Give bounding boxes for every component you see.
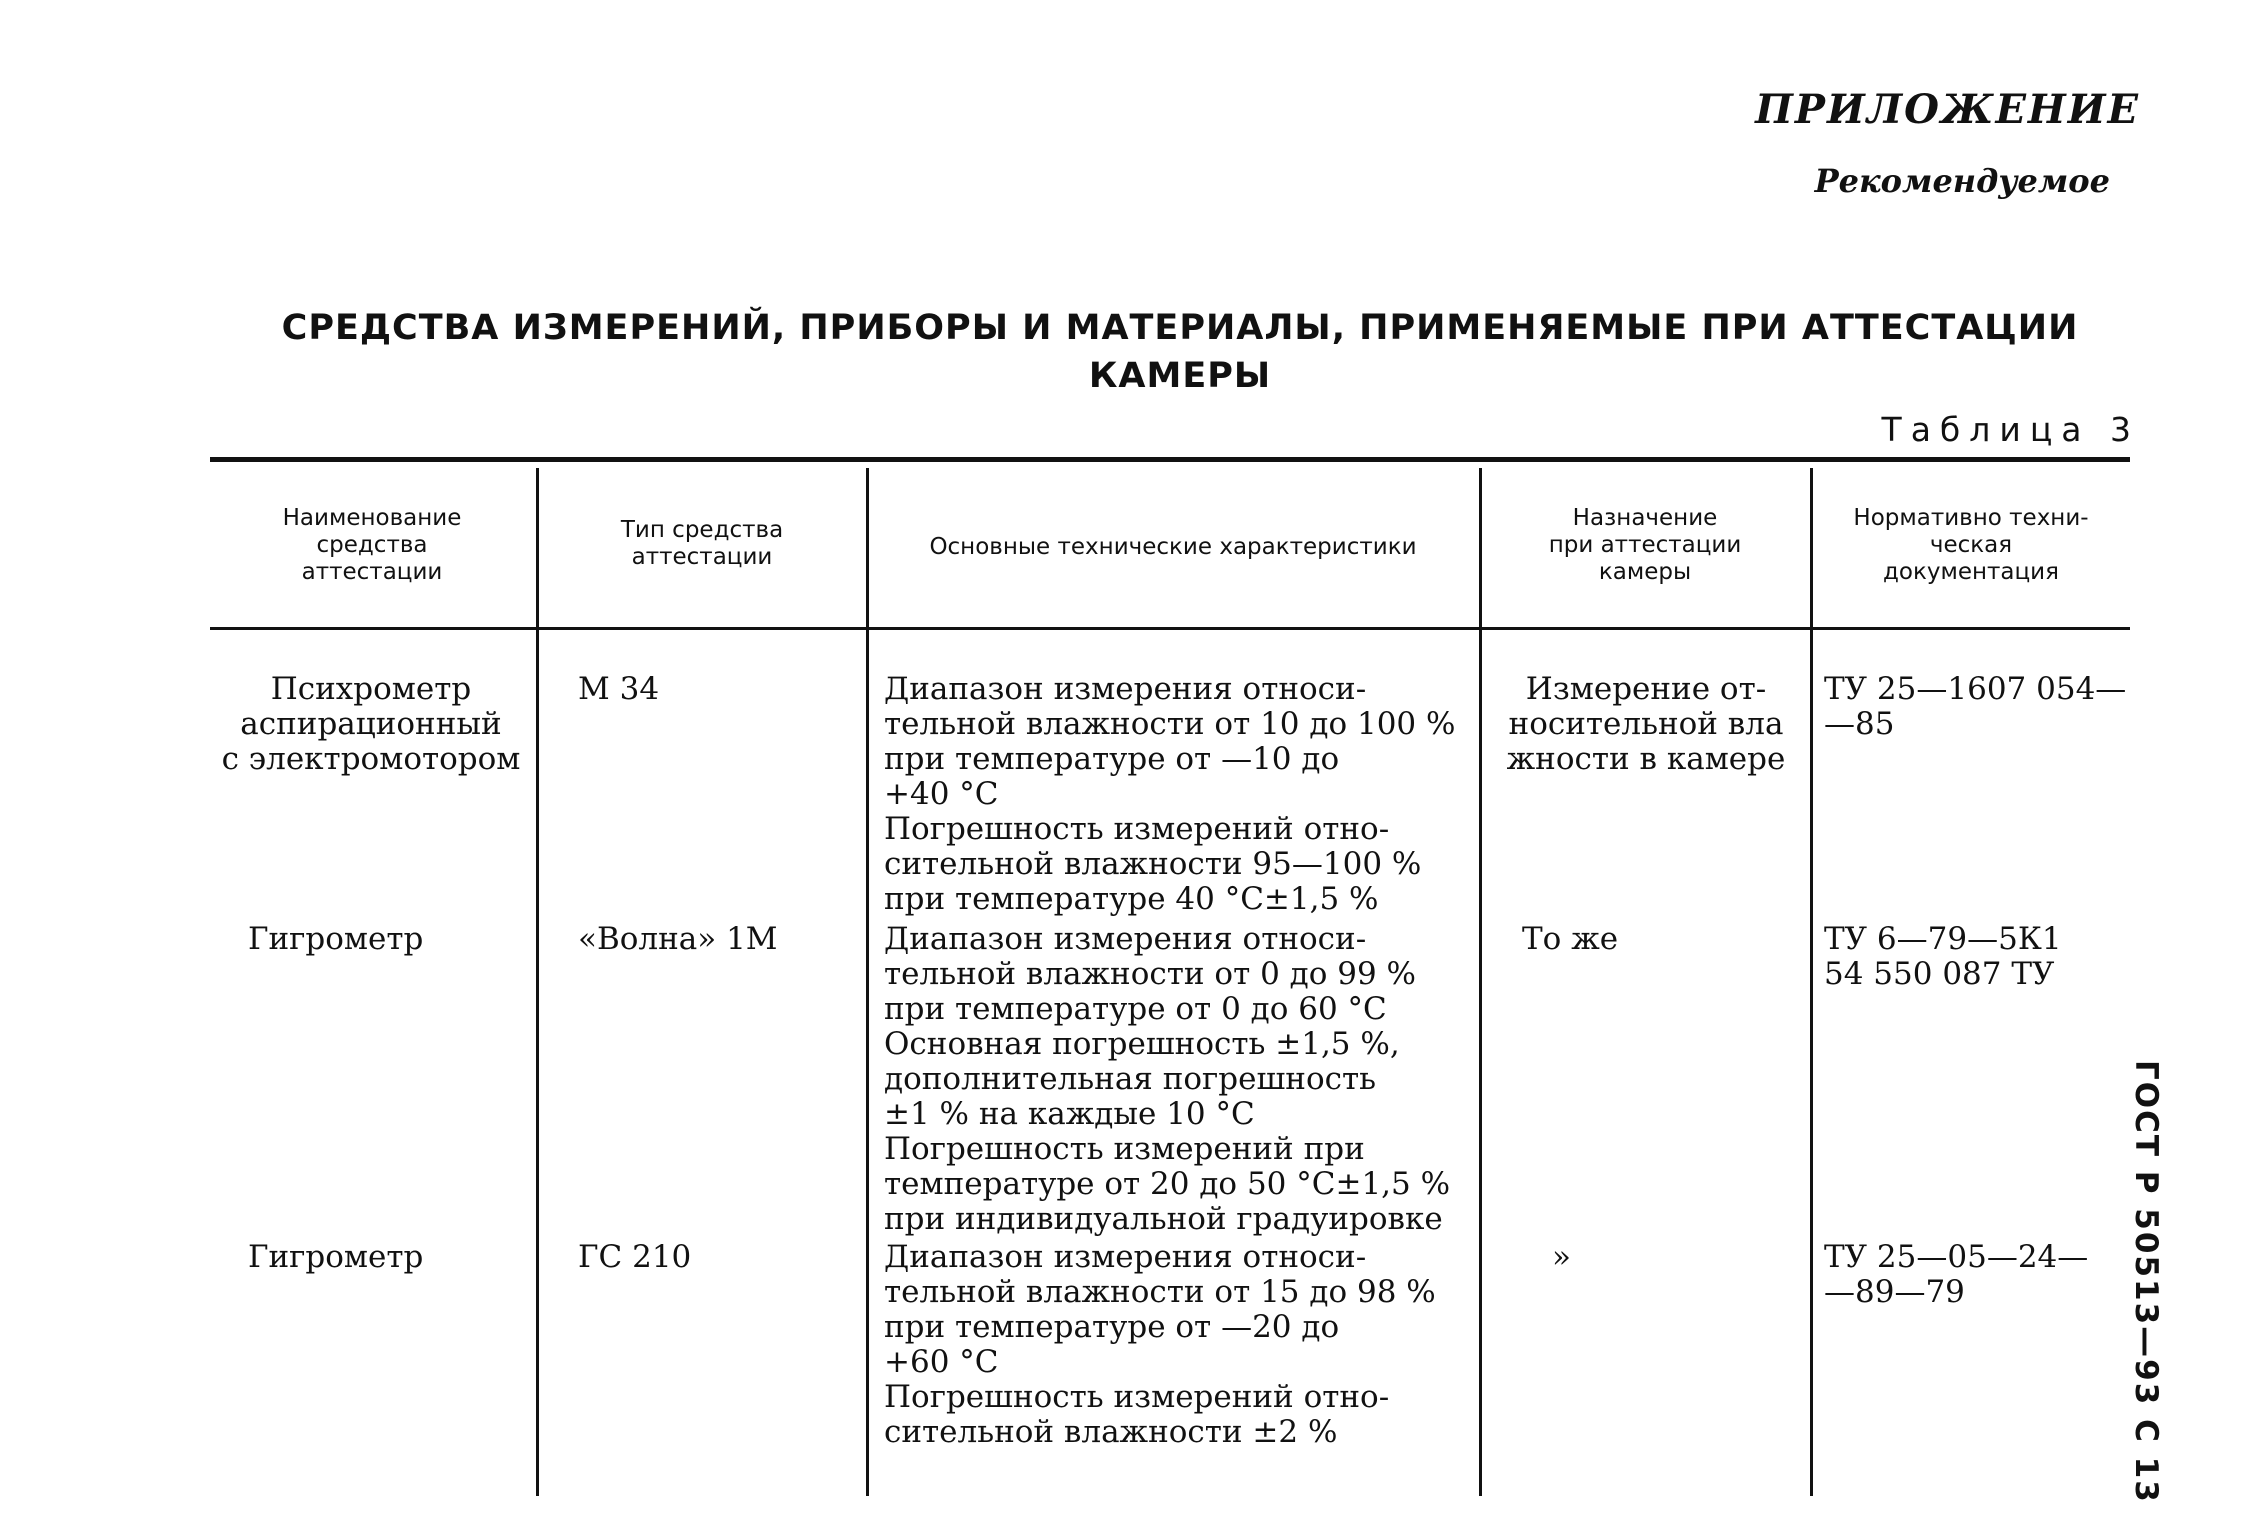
- column-divider: [536, 468, 539, 1496]
- column-header-docs: Нормативно техни- ческая документация: [1853, 505, 2089, 585]
- column-header-type: Тип средства аттестации: [620, 517, 784, 570]
- cell-type: ГС 210: [578, 1239, 692, 1275]
- cell-characteristics: Диапазон измерения относи- тельной влажности от 10 до 100 % при температуре от —10 до +40 °С Погрешность измерений отно- сительной влажности 95—100 % при температуре 40 °С±1,5 %: [884, 671, 1456, 917]
- column-header-characteristics: Основные технические характеристики: [929, 534, 1417, 560]
- cell-name: Гигрометр: [248, 921, 424, 957]
- table-number: Таблица 3: [1881, 410, 2140, 449]
- side-standard-label: ГОСТ Р 50513—93 С 13: [2128, 1060, 2164, 1504]
- recommended-label: Рекомендуемое: [1814, 162, 2110, 200]
- column-header-name: Наименование средства аттестации: [282, 505, 462, 585]
- column-divider: [866, 468, 869, 1496]
- appendix-label: ПРИЛОЖЕНИЕ: [1755, 86, 2140, 133]
- cell-docs: ТУ 25—05—24— —89—79: [1824, 1239, 2089, 1310]
- cell-name: Гигрометр: [248, 1239, 424, 1275]
- cell-purpose: То же: [1522, 921, 1619, 957]
- cell-characteristics: Диапазон измерения относи- тельной влажности от 0 до 99 % при температуре от 0 до 60 °С Основная погрешность ±1,5 %, дополнительная погрешность ±1 % на каждые 10 °С Погрешность измерений при температуре от 20 до 50 °С±1,5 % при индивидуальной градуировке: [884, 921, 1451, 1237]
- cell-characteristics: Диапазон измерения относи- тельной влажности от 15 до 98 % при температуре от —20 до +60 °С Погрешность измерений отно- сительной влажности ±2 %: [884, 1239, 1436, 1450]
- column-divider: [1479, 468, 1482, 1496]
- cell-type: «Волна» 1М: [578, 921, 778, 957]
- column-header-purpose: Назначение при аттестации камеры: [1548, 505, 1742, 585]
- cell-purpose: Измерение от- носительной вла жности в камере: [1506, 671, 1786, 777]
- cell-docs: ТУ 25—1607 054— —85: [1824, 671, 2127, 742]
- header-bottom-rule: [210, 627, 2130, 630]
- page-title: СРЕДСТВА ИЗМЕРЕНИЙ, ПРИБОРЫ И МАТЕРИАЛЫ, ПРИМЕНЯЕМЫЕ ПРИ АТТЕСТАЦИИ КАМЕРЫ: [281, 308, 2079, 396]
- column-divider: [1810, 468, 1813, 1496]
- cell-type: М 34: [578, 671, 660, 707]
- cell-purpose: »: [1552, 1239, 1571, 1275]
- cell-docs: ТУ 6—79—5К1 54 550 087 ТУ: [1824, 921, 2062, 992]
- cell-name: Психрометр аспирационный с электромотором: [221, 671, 521, 777]
- table-top-rule: [210, 457, 2130, 462]
